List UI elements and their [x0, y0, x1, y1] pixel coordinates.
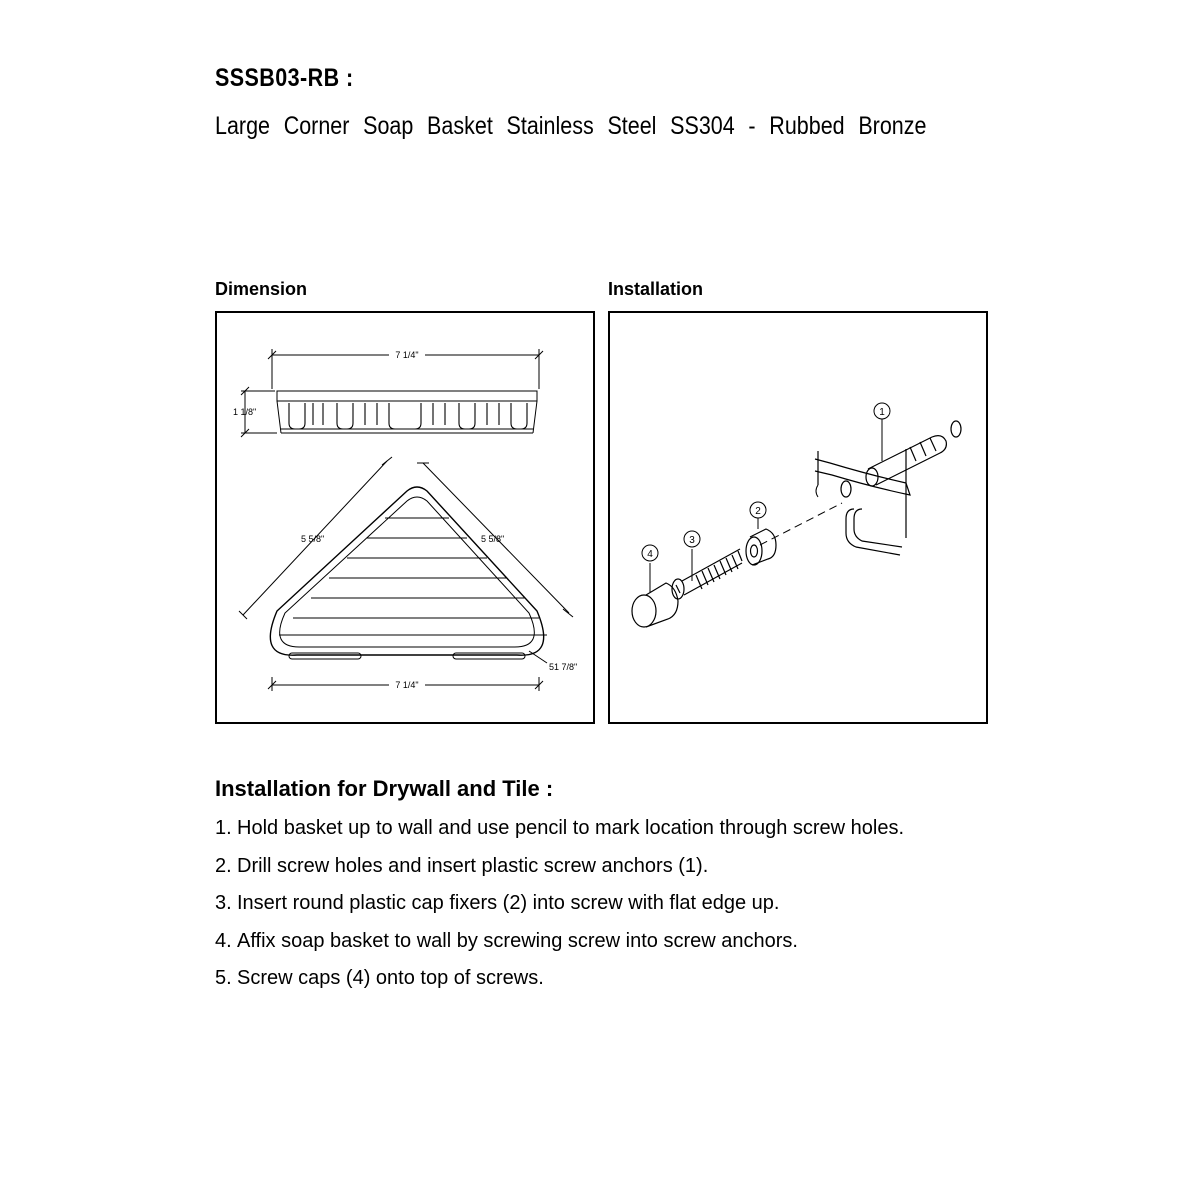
step-number: 4.: [215, 929, 232, 952]
dim-right-side: 5 5/8": [481, 534, 505, 544]
step-item: [215, 815, 904, 853]
step-item: [215, 890, 904, 928]
callout-3: 3: [689, 535, 695, 546]
screw-cap-icon: [632, 583, 678, 627]
step-number: 2.: [215, 854, 232, 877]
screw-icon: [672, 549, 742, 599]
step-item: [215, 853, 904, 891]
screw-anchor-icon: [866, 421, 961, 486]
installation-steps: [215, 815, 904, 1003]
dim-top-width: 7 1/4": [395, 350, 419, 360]
dimension-drawing: [217, 313, 593, 722]
step-item: [215, 928, 904, 966]
dim-bottom-width: 7 1/4": [395, 680, 419, 690]
step-number: 5.: [215, 967, 232, 989]
step-number: 3.: [215, 892, 232, 914]
installation-title: Installation for Drywall and Tile :: [215, 776, 554, 801]
step-text: Hold basket up to wall and use pencil to mark location through screw holes.: [237, 817, 905, 839]
dim-height: 1 1/8": [233, 407, 257, 417]
cap-fixer-icon: [746, 529, 776, 565]
callout-4: 4: [647, 549, 653, 560]
product-description: Large Corner Soap Basket Stainless Steel SS304 - Rubbed Bronze: [215, 112, 927, 140]
step-text: Insert round plastic cap fixers (2) into screw with flat edge up.: [237, 892, 780, 914]
step-text: Affix soap basket to wall by screwing screw into screw anchors.: [237, 929, 798, 952]
dimension-label: Dimension: [215, 279, 308, 299]
step-text: Drill screw holes and insert plastic screw anchors (1).: [237, 854, 709, 877]
installation-panel: [608, 311, 988, 724]
step-number: 1.: [215, 817, 232, 839]
step-item: [215, 965, 904, 1003]
dim-left-side: 5 5/8": [301, 534, 325, 544]
installation-label: Installation: [608, 279, 704, 299]
installation-drawing: [610, 313, 986, 722]
model-number: SSSB03-RB :: [215, 64, 354, 92]
dimension-panel: [215, 311, 595, 724]
callout-2: 2: [755, 506, 761, 517]
step-text: Screw caps (4) onto top of screws.: [237, 967, 544, 989]
dim-radius: 51 7/8": [549, 662, 578, 672]
callout-1: 1: [879, 407, 885, 418]
